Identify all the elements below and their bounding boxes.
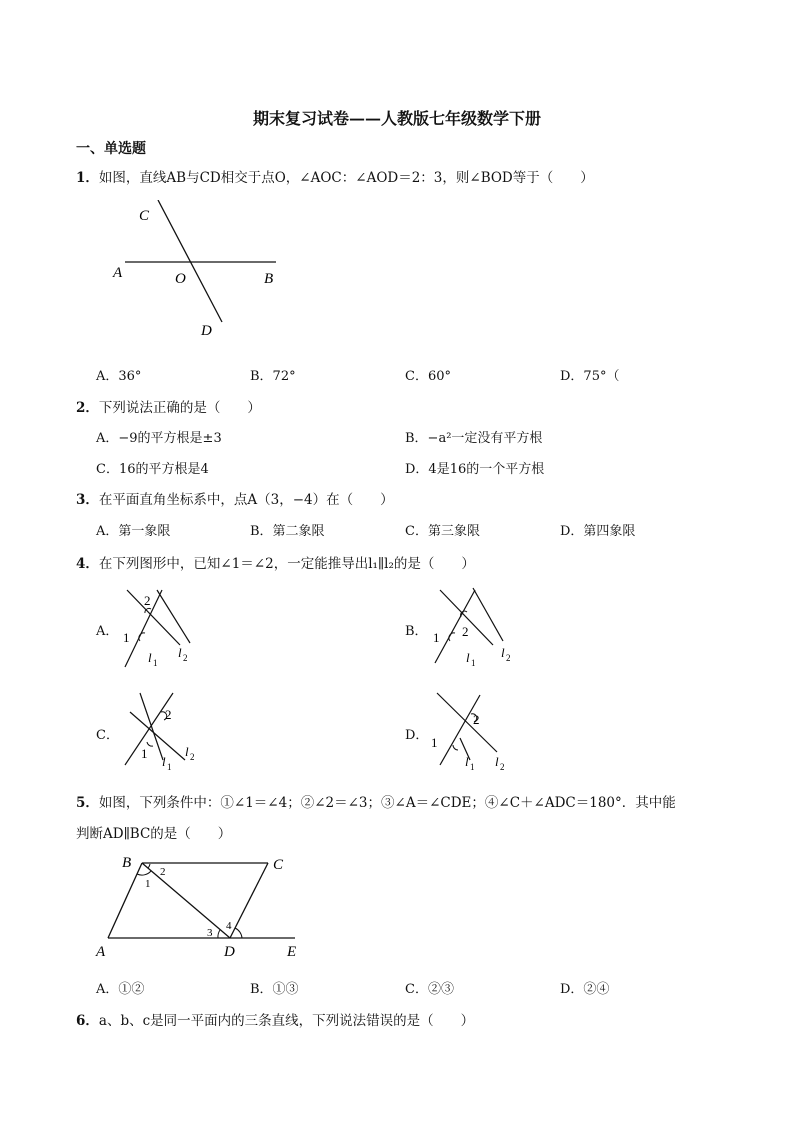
question-3: [76, 488, 394, 508]
question-1: [76, 166, 594, 186]
page-title: 期末复习试卷——人教版七年级数学下册: [252, 109, 541, 128]
question-number: 5．: [76, 795, 99, 811]
svg-text:2: 2: [190, 752, 195, 762]
svg-text:2: 2: [500, 762, 505, 772]
q4-option-a[interactable]: A．: [96, 624, 119, 639]
svg-text:2: 2: [506, 653, 511, 663]
svg-text:2: 2: [144, 593, 151, 608]
q1-figure: [100, 200, 300, 345]
q4-figure-c: [115, 690, 210, 775]
q1-option-a[interactable]: A．36°: [96, 369, 142, 384]
segment-cd: [230, 863, 268, 938]
q2-option-d[interactable]: D．4是16的一个平方根: [405, 462, 545, 477]
svg-text:l: l: [178, 645, 182, 660]
question-text: 下列说法正确的是（ ）: [98, 400, 261, 416]
question-5: [76, 791, 676, 811]
svg-text:1: 1: [141, 746, 148, 761]
question-number: 1．: [76, 170, 99, 186]
svg-text:l: l: [465, 754, 469, 769]
question-text: 如图，直线AB与CD相交于点O，∠AOC：∠AOD＝2：3，则∠BOD等于（ ）: [98, 170, 594, 186]
svg-text:l: l: [162, 754, 166, 769]
question-5-line-2: 判断AD∥BC的是（ ）: [76, 826, 232, 842]
question-2: [76, 396, 261, 416]
section-heading: 一、单选题: [76, 141, 146, 157]
svg-text:B: B: [122, 855, 132, 871]
label-b: B: [264, 271, 274, 287]
question-text: a、b、c是同一平面内的三条直线，下列说法错误的是（ ）: [98, 1013, 475, 1029]
question-text: 如图，下列条件中：①∠1＝∠4；②∠2＝∠3；③∠A＝∠CDE；④∠C＋∠ADC＝180°．其中能: [98, 795, 676, 811]
q5-option-b[interactable]: B．①③: [250, 982, 299, 997]
svg-text:l: l: [466, 650, 470, 665]
svg-text:l: l: [148, 650, 152, 665]
q1-option-d[interactable]: D．75°（: [560, 369, 620, 384]
svg-text:1: 1: [153, 658, 158, 668]
svg-text:2: 2: [165, 707, 172, 722]
label-d: D: [201, 323, 212, 339]
svg-text:2: 2: [160, 866, 166, 878]
q5-option-a[interactable]: A．①②: [96, 982, 145, 997]
svg-text:2: 2: [473, 712, 480, 727]
q5-option-c[interactable]: C．②③: [405, 982, 454, 997]
svg-text:1: 1: [123, 630, 130, 645]
q4-option-d[interactable]: D．: [405, 728, 429, 743]
question-number: 6．: [76, 1013, 99, 1029]
svg-text:1: 1: [431, 735, 438, 750]
svg-text:1: 1: [433, 630, 440, 645]
label-c: C: [139, 208, 150, 224]
question-number: 3．: [76, 492, 99, 508]
q4-figure-d: [425, 690, 520, 775]
label-o: O: [175, 271, 186, 287]
q5-option-d[interactable]: D．②④: [560, 982, 610, 997]
svg-text:C: C: [273, 857, 284, 873]
q4-figure-a: [115, 585, 205, 670]
q3-option-d[interactable]: D．第四象限: [560, 524, 636, 539]
q4-option-c[interactable]: C．: [96, 728, 119, 743]
q3-option-c[interactable]: C．第三象限: [405, 524, 480, 539]
q2-option-c[interactable]: C．16的平方根是4: [96, 462, 209, 477]
q3-option-b[interactable]: B．第二象限: [250, 524, 325, 539]
question-6: [76, 1009, 474, 1029]
q1-option-c[interactable]: C．60°: [405, 369, 451, 384]
segment-bd: [142, 863, 230, 938]
question-number: 4．: [76, 556, 99, 572]
svg-text:1: 1: [471, 658, 476, 668]
svg-text:D: D: [224, 944, 235, 960]
q3-option-a[interactable]: A．第一象限: [96, 524, 171, 539]
svg-text:2: 2: [183, 653, 188, 663]
q2-option-b[interactable]: B．−a²一定没有平方根: [405, 431, 543, 446]
svg-text:A: A: [96, 944, 106, 960]
svg-text:3: 3: [207, 927, 213, 939]
svg-text:l: l: [501, 645, 505, 660]
svg-text:l: l: [495, 754, 499, 769]
svg-text:l: l: [185, 744, 189, 759]
q4-figure-b: [425, 585, 520, 670]
q5-figure: [90, 850, 330, 965]
svg-text:E: E: [287, 944, 297, 960]
svg-text:2: 2: [462, 624, 469, 639]
question-text: 在平面直角坐标系中，点A（3，−4）在（ ）: [98, 492, 394, 508]
question-4: [76, 552, 475, 572]
question-text: 在下列图形中，已知∠1＝∠2，一定能推导出l₁∥l₂的是（ ）: [98, 556, 475, 572]
line-cd: [158, 200, 222, 322]
q2-option-a[interactable]: A．−9的平方根是±3: [96, 431, 222, 446]
svg-text:1: 1: [167, 762, 172, 772]
svg-text:4: 4: [226, 920, 232, 932]
svg-text:1: 1: [470, 762, 475, 772]
question-number: 2．: [76, 400, 99, 416]
q1-option-b[interactable]: B．72°: [250, 369, 296, 384]
svg-text:1: 1: [145, 878, 151, 890]
q4-option-b[interactable]: B．: [405, 624, 428, 639]
label-a: A: [113, 265, 123, 281]
